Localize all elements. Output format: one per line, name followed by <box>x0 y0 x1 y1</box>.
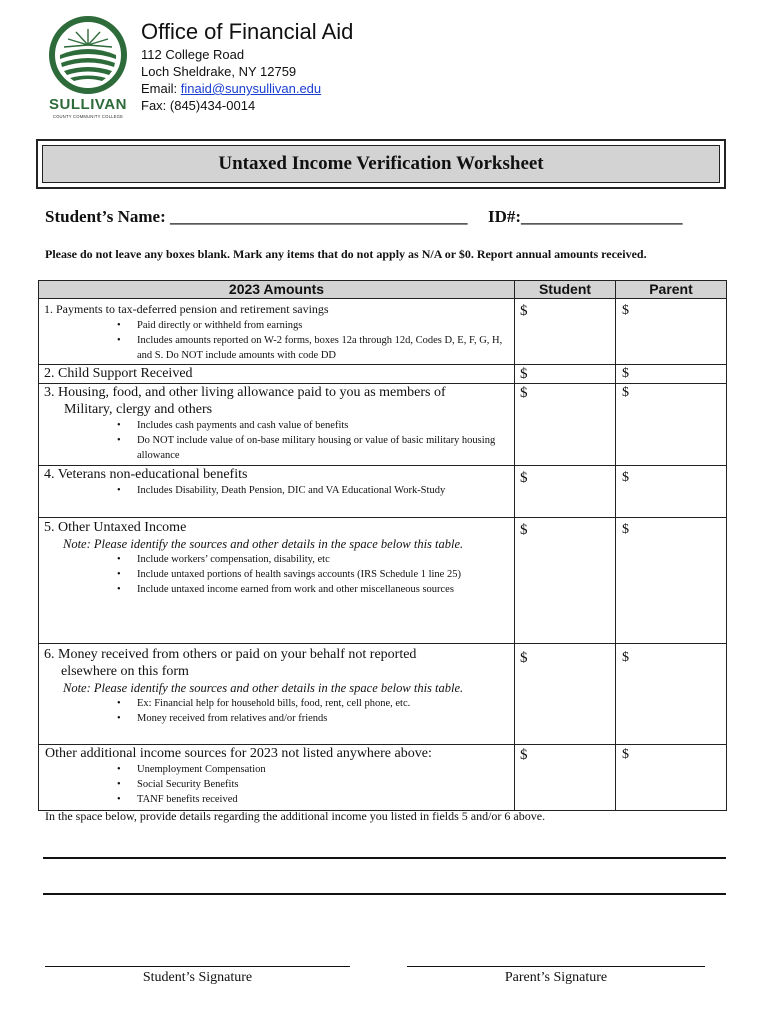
student-signature-line[interactable] <box>45 966 350 967</box>
list-item: • Include workers’ compensation, disability, etc <box>117 552 504 567</box>
list-item: • Includes Disability, Death Pension, DIC and VA Educational Work-Study <box>117 483 514 498</box>
parent-amount-input[interactable]: $ <box>616 299 727 365</box>
list-item: • Do NOT include value of on-base military housing or value of basic military housing allowance <box>117 433 514 463</box>
instructions: Please do not leave any boxes blank. Mark any items that do not apply as N/A or $0. Report annual amounts received. <box>45 247 647 261</box>
table-row <box>39 466 727 518</box>
id-field[interactable]: ID#:___________________ <box>487 207 683 226</box>
row-lead: 2. Child Support Received <box>44 366 193 381</box>
parent-signature-line[interactable] <box>407 966 705 967</box>
page-title: Untaxed Income Verification Worksheet <box>42 145 720 183</box>
bullet-list <box>39 762 514 807</box>
title-box <box>36 139 726 189</box>
table-header-row <box>39 281 727 299</box>
bullet-list <box>39 552 514 597</box>
email-link[interactable]: finaid@sunysullivan.edu <box>180 81 322 96</box>
table-row <box>39 365 727 384</box>
student-amount-input[interactable]: $ <box>515 466 616 518</box>
table-row <box>39 745 727 811</box>
email-line <box>141 80 353 97</box>
table-row <box>39 518 727 644</box>
list-item: • Includes cash payments and cash value of benefits <box>117 418 514 433</box>
student-name-field[interactable]: Student’s Name: ___________________________________ <box>45 207 468 226</box>
student-name-row <box>45 207 683 227</box>
row-description <box>39 384 515 466</box>
bullet-list <box>39 696 514 726</box>
address-line-1: 112 College Road <box>141 47 245 62</box>
row-lead: 4. Veterans non-educational benefits <box>44 467 248 482</box>
student-signature-label: Student’s Signature <box>142 970 253 985</box>
details-line-2[interactable] <box>43 893 726 895</box>
student-amount-input[interactable]: $ <box>515 384 616 466</box>
parent-amount-input[interactable]: $ <box>616 466 727 518</box>
list-item: • TANF benefits received <box>117 792 514 807</box>
list-item: • Paid directly or withheld from earnings <box>117 318 514 333</box>
row-description <box>39 466 515 518</box>
amounts-table <box>38 280 727 811</box>
bullet-list <box>39 418 514 463</box>
details-line-1[interactable] <box>43 857 726 859</box>
table-row <box>39 384 727 466</box>
row-lead: 3. Housing, food, and other living allowance paid to you as members of <box>44 385 446 400</box>
row-lead: 6. Money received from others or paid on your behalf not reported <box>44 647 417 662</box>
student-amount-input[interactable]: $ <box>515 299 616 365</box>
table-row <box>39 644 727 745</box>
table-row <box>39 299 727 365</box>
row-description <box>39 644 515 745</box>
row-description <box>39 365 515 384</box>
parent-signature-label: Parent’s Signature <box>504 970 608 985</box>
parent-amount-input[interactable]: $ <box>616 644 727 745</box>
list-item: • Money received from relatives and/or friends <box>117 711 514 726</box>
row-note: Note: Please identify the sources and other details in the space below this table. <box>63 681 464 695</box>
row-lead: 1. Payments to tax-deferred pension and retirement savings <box>44 302 329 316</box>
fax-line: Fax: (845)434-0014 <box>141 98 256 113</box>
parent-amount-input[interactable]: $ <box>616 384 727 466</box>
row-lead-continued: Military, clergy and others <box>64 402 213 417</box>
header-student: Student <box>515 281 616 299</box>
row-lead: 5. Other Untaxed Income <box>44 520 187 535</box>
header-parent: Parent <box>616 281 727 299</box>
details-instruction: In the space below, provide details regarding the additional income you listed in fields 5 and/or 6 above. <box>45 809 546 823</box>
row-lead-continued: elsewhere on this form <box>61 664 189 679</box>
email-label: Email: <box>141 81 178 96</box>
logo-wordmark: SULLIVAN <box>49 96 127 113</box>
parent-amount-input[interactable]: $ <box>616 365 727 384</box>
list-item: • Includes amounts reported on W-2 forms, boxes 12a through 12d, Codes D, E, F, G, H, and S. Do NOT include amounts with code DD <box>117 333 514 363</box>
bullet-list <box>39 483 514 498</box>
logo-subtext: COUNTY COMMUNITY COLLEGE <box>52 114 124 119</box>
student-amount-input[interactable]: $ <box>515 518 616 644</box>
list-item: • Include untaxed portions of health savings accounts (IRS Schedule 1 line 25) <box>117 567 504 582</box>
list-item: • Social Security Benefits <box>117 777 514 792</box>
list-item: • Ex: Financial help for household bills, food, rent, cell phone, etc. <box>117 696 514 711</box>
list-item: • Unemployment Compensation <box>117 762 514 777</box>
row-lead: Other additional income sources for 2023 not listed anywhere above: <box>45 746 432 761</box>
bullet-list <box>39 318 514 363</box>
student-amount-input[interactable]: $ <box>515 365 616 384</box>
student-amount-input[interactable]: $ <box>515 745 616 811</box>
office-info <box>141 18 353 114</box>
row-description <box>39 745 515 811</box>
list-item: • Include untaxed income earned from work and other miscellaneous sources <box>117 582 504 597</box>
address-line-2: Loch Sheldrake, NY 12759 <box>141 64 297 79</box>
parent-amount-input[interactable]: $ <box>616 745 727 811</box>
header-amounts: 2023 Amounts <box>39 281 515 299</box>
parent-amount-input[interactable]: $ <box>616 518 727 644</box>
office-title: Office of Financial Aid <box>141 19 354 44</box>
row-description <box>39 299 515 365</box>
student-amount-input[interactable]: $ <box>515 644 616 745</box>
row-note: Note: Please identify the sources and other details in the space below this table. <box>63 537 464 551</box>
row-description <box>39 518 515 644</box>
